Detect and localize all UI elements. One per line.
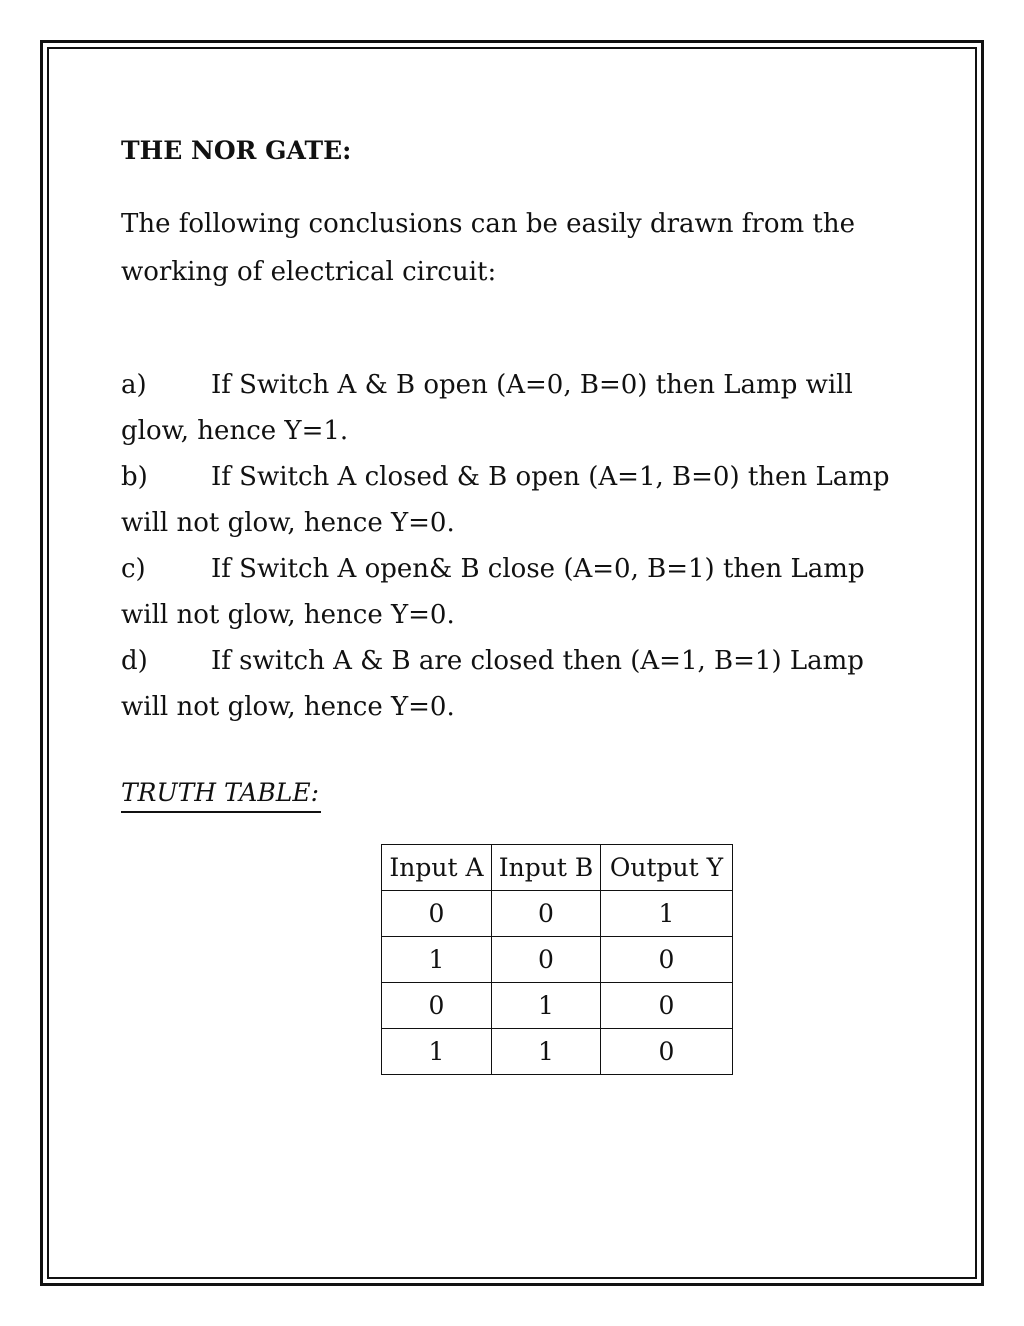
table-cell: 1 bbox=[601, 891, 733, 937]
table-header: Input B bbox=[492, 845, 601, 891]
table-cell: 1 bbox=[492, 983, 601, 1029]
table-row bbox=[382, 1029, 733, 1075]
conclusion-item-a bbox=[121, 362, 911, 454]
table-cell: 0 bbox=[382, 983, 492, 1029]
item-marker: d) bbox=[121, 646, 148, 676]
intro-paragraph: The following conclusions can be easily drawn from the working of electrical circuit: bbox=[121, 209, 855, 287]
table-cell: 0 bbox=[601, 983, 733, 1029]
table-cell: 1 bbox=[382, 937, 492, 983]
table-cell: 0 bbox=[492, 937, 601, 983]
table-header-row bbox=[382, 845, 733, 891]
conclusion-item-b bbox=[121, 454, 911, 546]
section-title: THE NOR GATE: bbox=[121, 136, 352, 165]
table-header: Output Y bbox=[601, 845, 733, 891]
conclusions-list bbox=[121, 362, 911, 730]
item-text: If Switch A closed & B open (A=1, B=0) then Lamp will not glow, hence Y=0. bbox=[121, 462, 890, 538]
table-cell: 1 bbox=[492, 1029, 601, 1075]
item-text: If Switch A & B open (A=0, B=0) then Lamp will glow, hence Y=1. bbox=[121, 370, 853, 446]
item-marker: c) bbox=[121, 554, 146, 584]
table-cell: 0 bbox=[601, 937, 733, 983]
table-cell: 0 bbox=[492, 891, 601, 937]
table-row bbox=[382, 983, 733, 1029]
item-marker: b) bbox=[121, 462, 148, 492]
table-row bbox=[382, 937, 733, 983]
item-text: If Switch A open& B close (A=0, B=1) then Lamp will not glow, hence Y=0. bbox=[121, 554, 865, 630]
table-cell: 0 bbox=[382, 891, 492, 937]
conclusion-item-d bbox=[121, 638, 911, 730]
conclusion-item-c bbox=[121, 546, 911, 638]
table-header: Input A bbox=[382, 845, 492, 891]
truth-table-heading: TRUTH TABLE: bbox=[121, 778, 321, 813]
table-cell: 1 bbox=[382, 1029, 492, 1075]
table-row bbox=[382, 891, 733, 937]
table-cell: 0 bbox=[601, 1029, 733, 1075]
truth-table bbox=[381, 844, 733, 1075]
item-marker: a) bbox=[121, 370, 147, 400]
item-text: If switch A & B are closed then (A=1, B=1) Lamp will not glow, hence Y=0. bbox=[121, 646, 864, 722]
